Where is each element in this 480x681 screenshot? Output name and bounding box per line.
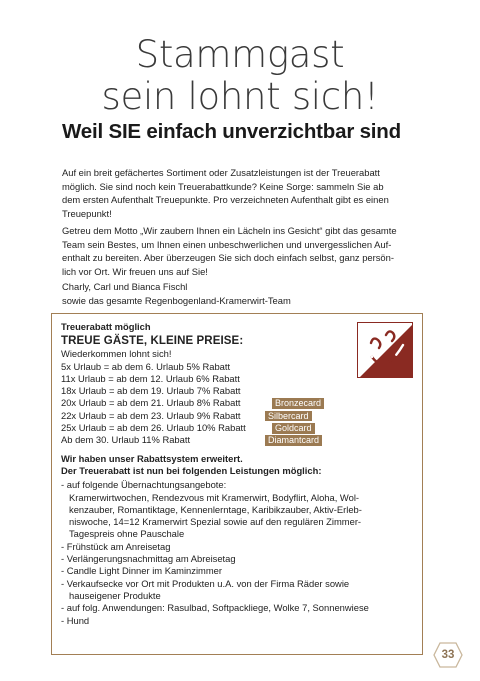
- list-line: niswoche, 14=12 Kramerwirt Spezial sowie auf den regulären Zimmer-: [69, 516, 362, 528]
- card-badge-gold: Goldcard: [272, 423, 315, 434]
- list-line: kenzauber, Romantiktage, Kennenlerntage, Karibikzauber, Aktiv-Erleb-: [69, 503, 362, 515]
- rate-row: [61, 410, 413, 422]
- box-content: [61, 321, 413, 627]
- rate-text: 11x Urlaub = ab dem 12. Urlaub 6% Rabatt: [61, 372, 240, 384]
- card-badge-silver: Silbercard: [265, 411, 312, 422]
- rate-text: 22x Urlaub = ab dem 23. Urlaub 9% Rabatt: [61, 409, 241, 421]
- list-line: - Frühstück am Anreisetag: [61, 540, 171, 552]
- intro-paragraph-1: [62, 166, 422, 220]
- text-line: möglich. Sie sind noch kein Treuerabattkunde? Keine Sorge: sammeln Sie ab: [62, 180, 384, 192]
- rate-text: 20x Urlaub = ab dem 21. Urlaub 8% Rabatt: [61, 397, 241, 409]
- loyalty-discount-box: [51, 313, 423, 655]
- text-line: Charly, Carl und Bianca Fischl: [62, 281, 188, 292]
- rate-row: [61, 434, 413, 446]
- intro-paragraph-2: [62, 224, 422, 278]
- page-number-badge: [433, 642, 463, 668]
- rate-text: 18x Urlaub = ab dem 19. Urlaub 7% Rabatt: [61, 385, 241, 397]
- text-line: Treuepunkt!: [62, 207, 112, 219]
- box-lead: Wiederkommen lohnt sich!: [61, 348, 172, 360]
- list-item: [61, 615, 413, 627]
- subtitle: Weil SIE einfach unverzichtbar sind: [62, 120, 401, 143]
- page-title: [0, 34, 480, 118]
- title-line-1: Stammgast: [135, 33, 345, 76]
- list-item: [61, 565, 413, 577]
- card-badge-bronze: Bronzecard: [272, 398, 324, 409]
- list-line: hauseigener Produkte: [69, 589, 161, 601]
- rate-text: Ab dem 30. Urlaub 11% Rabatt: [61, 434, 191, 446]
- box-kicker: Treuerabatt möglich: [61, 321, 151, 332]
- extended-line: Wir haben unser Rabattsystem erweitert.: [61, 452, 243, 464]
- rate-text: 5x Urlaub = ab dem 6. Urlaub 5% Rabatt: [61, 360, 231, 372]
- box-heading: TREUE GÄSTE, KLEINE PREISE:: [61, 335, 244, 348]
- extended-line: Der Treuerabatt ist nun bei folgenden Leistungen möglich:: [61, 464, 322, 476]
- signature: [62, 280, 422, 307]
- text-line: dem ersten Aufenthalt Treuepunkte. Pro verzeichneten Aufenthalt gibt es einen: [62, 194, 389, 206]
- rate-row: [61, 385, 413, 397]
- list-line: - Candle Light Dinner im Kaminzimmer: [61, 565, 222, 577]
- rate-row: [61, 422, 413, 434]
- list-item: [61, 541, 413, 553]
- list-line: Tagespreis ohne Pauschale: [69, 528, 185, 540]
- text-line: Getreu dem Motto „Wir zaubern Ihnen ein Lächeln ins Gesicht“ gibt das gesamte: [62, 225, 397, 236]
- rate-row: [61, 397, 413, 409]
- text-line: lich vor Ort. Wir freuen uns auf Sie!: [62, 265, 208, 277]
- list-item: [61, 578, 413, 603]
- text-line: Team sein Bestes, um Ihnen einen unbeschwerlichen und unvergesslichen Auf-: [62, 238, 392, 250]
- card-badge-diamond: Diamantcard: [265, 435, 322, 446]
- extended-note: [61, 453, 413, 478]
- text-line: sowie das gesamte Regenbogenland-Kramerwirt-Team: [62, 294, 291, 306]
- list-line: - auf folg. Anwendungen: Rasulbad, Softpackliege, Wolke 7, Sonnenwiese: [61, 602, 369, 614]
- rate-row: [61, 373, 413, 385]
- list-item: [61, 479, 413, 540]
- list-item: [61, 602, 413, 614]
- title-line-2: sein lohnt sich!: [101, 75, 379, 118]
- rate-text: 25x Urlaub = ab dem 26. Urlaub 10% Rabatt: [61, 422, 246, 434]
- rate-row: [61, 361, 413, 373]
- list-line: - Verlängerungsnachmittag am Abreisetag: [61, 553, 236, 565]
- page-number: 33: [441, 649, 455, 661]
- text-line: enthalt zu bereiten. Aber überzeugen Sie sich doch einfach selbst, ganz persön-: [62, 252, 394, 264]
- text-line: Auf ein breit gefächertes Sortiment oder Zusatzleistungen ist der Treuerabatt: [62, 167, 380, 178]
- list-item: [61, 553, 413, 565]
- list-line: Kramerwirtwochen, Rendezvous mit Kramerwirt, Bodyflirt, Aloha, Wol-: [69, 491, 360, 503]
- list-line: - auf folgende Übernachtungsangebote:: [61, 479, 227, 491]
- services-list: [61, 479, 413, 627]
- list-line: - Verkaufsecke vor Ort mit Produkten u.A. von der Firma Räder sowie: [61, 577, 350, 589]
- list-line: - Hund: [61, 614, 90, 626]
